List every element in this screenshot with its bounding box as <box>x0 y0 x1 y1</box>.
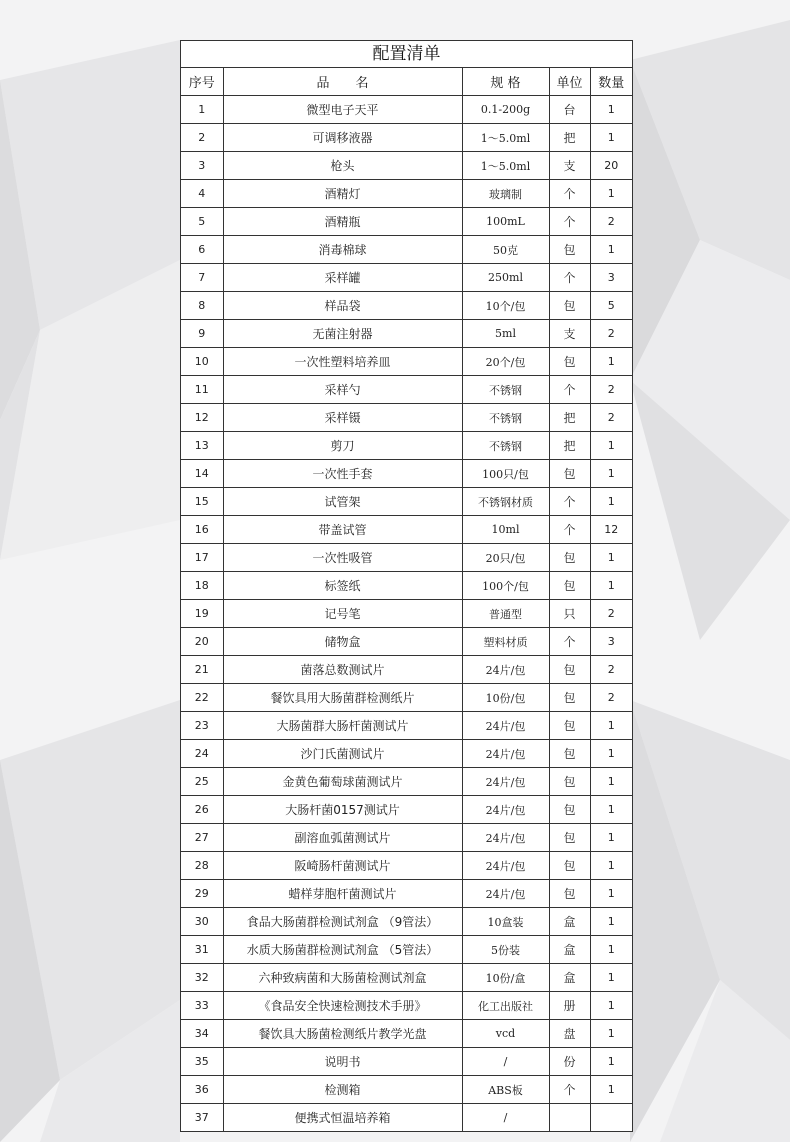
cell-name: 食品大肠菌群检测试剂盒 （9管法） <box>223 908 462 936</box>
cell-index: 4 <box>181 180 223 208</box>
cell-name: 一次性塑料培养皿 <box>223 348 462 376</box>
cell-name: 六种致病菌和大肠菌检测试剂盒 <box>223 964 462 992</box>
cell-spec: 24片/包 <box>462 656 549 684</box>
cell-unit: 台 <box>549 96 590 124</box>
cell-unit: 包 <box>549 572 590 600</box>
cell-unit: 支 <box>549 320 590 348</box>
cell-unit: 册 <box>549 992 590 1020</box>
table-row <box>181 124 632 152</box>
cell-qty: 1 <box>590 572 632 600</box>
cell-qty: 1 <box>590 768 632 796</box>
cell-spec: 50克 <box>462 236 549 264</box>
header-qty: 数量 <box>590 68 632 96</box>
cell-qty: 2 <box>590 600 632 628</box>
cell-index: 35 <box>181 1048 223 1076</box>
cell-qty: 2 <box>590 684 632 712</box>
cell-qty: 1 <box>590 712 632 740</box>
cell-qty: 2 <box>590 208 632 236</box>
cell-unit: 个 <box>549 264 590 292</box>
header-unit: 单位 <box>549 68 590 96</box>
cell-name: 标签纸 <box>223 572 462 600</box>
cell-name: 带盖试管 <box>223 516 462 544</box>
cell-spec: 普通型 <box>462 600 549 628</box>
cell-qty: 1 <box>590 1048 632 1076</box>
table-row <box>181 376 632 404</box>
cell-unit: 包 <box>549 684 590 712</box>
cell-qty: 1 <box>590 1076 632 1104</box>
cell-name: 菌落总数测试片 <box>223 656 462 684</box>
cell-qty: 1 <box>590 96 632 124</box>
cell-unit: 只 <box>549 600 590 628</box>
cell-index: 33 <box>181 992 223 1020</box>
table-row <box>181 320 632 348</box>
cell-spec: 10ml <box>462 516 549 544</box>
cell-qty: 2 <box>590 656 632 684</box>
table-row <box>181 964 632 992</box>
cell-name: 水质大肠菌群检测试剂盒 （5管法） <box>223 936 462 964</box>
table-row <box>181 600 632 628</box>
cell-qty: 1 <box>590 488 632 516</box>
cell-index: 13 <box>181 432 223 460</box>
table-row <box>181 1104 632 1132</box>
cell-spec: 1～5.0ml <box>462 124 549 152</box>
cell-index: 12 <box>181 404 223 432</box>
table-row <box>181 432 632 460</box>
cell-index: 27 <box>181 824 223 852</box>
table-row <box>181 628 632 656</box>
cell-name: 采样镊 <box>223 404 462 432</box>
cell-spec: 24片/包 <box>462 880 549 908</box>
cell-name: 试管架 <box>223 488 462 516</box>
cell-unit: 包 <box>549 852 590 880</box>
cell-qty: 1 <box>590 180 632 208</box>
cell-qty: 1 <box>590 992 632 1020</box>
cell-qty: 1 <box>590 964 632 992</box>
cell-name: 一次性吸管 <box>223 544 462 572</box>
cell-unit: 包 <box>549 544 590 572</box>
config-table <box>181 68 632 1131</box>
cell-index: 1 <box>181 96 223 124</box>
cell-index: 21 <box>181 656 223 684</box>
cell-unit: 包 <box>549 768 590 796</box>
cell-unit: 个 <box>549 516 590 544</box>
cell-index: 36 <box>181 1076 223 1104</box>
table-row <box>181 992 632 1020</box>
cell-name: 金黄色葡萄球菌测试片 <box>223 768 462 796</box>
cell-spec: 10个/包 <box>462 292 549 320</box>
table-row <box>181 768 632 796</box>
cell-index: 17 <box>181 544 223 572</box>
cell-spec: 24片/包 <box>462 852 549 880</box>
cell-qty: 1 <box>590 124 632 152</box>
cell-name: 说明书 <box>223 1048 462 1076</box>
table-row <box>181 796 632 824</box>
cell-name: 大肠菌群大肠杆菌测试片 <box>223 712 462 740</box>
cell-index: 20 <box>181 628 223 656</box>
header-name: 品 名 <box>223 68 462 96</box>
cell-unit: 支 <box>549 152 590 180</box>
cell-index: 28 <box>181 852 223 880</box>
table-row <box>181 712 632 740</box>
table-row <box>181 824 632 852</box>
cell-unit: 包 <box>549 796 590 824</box>
cell-name: 餐饮具大肠菌检测纸片教学光盘 <box>223 1020 462 1048</box>
table-row <box>181 516 632 544</box>
cell-index: 30 <box>181 908 223 936</box>
cell-index: 34 <box>181 1020 223 1048</box>
table-row <box>181 1020 632 1048</box>
table-row <box>181 936 632 964</box>
cell-name: 采样勺 <box>223 376 462 404</box>
cell-qty: 5 <box>590 292 632 320</box>
cell-spec: 20只/包 <box>462 544 549 572</box>
cell-unit: 个 <box>549 180 590 208</box>
cell-spec: 20个/包 <box>462 348 549 376</box>
cell-qty: 1 <box>590 236 632 264</box>
cell-unit: 份 <box>549 1048 590 1076</box>
cell-index: 16 <box>181 516 223 544</box>
cell-spec: / <box>462 1048 549 1076</box>
cell-name: 餐饮具用大肠菌群检测纸片 <box>223 684 462 712</box>
cell-name: 剪刀 <box>223 432 462 460</box>
cell-index: 3 <box>181 152 223 180</box>
table-row <box>181 544 632 572</box>
cell-spec: / <box>462 1104 549 1132</box>
cell-unit: 包 <box>549 348 590 376</box>
table-row <box>181 852 632 880</box>
table-row <box>181 404 632 432</box>
cell-spec: 24片/包 <box>462 768 549 796</box>
cell-spec: vcd <box>462 1020 549 1048</box>
cell-spec: 1～5.0ml <box>462 152 549 180</box>
cell-index: 11 <box>181 376 223 404</box>
cell-qty: 1 <box>590 852 632 880</box>
cell-unit: 包 <box>549 740 590 768</box>
table-row <box>181 348 632 376</box>
cell-spec: 不锈钢 <box>462 376 549 404</box>
table-row <box>181 152 632 180</box>
cell-name: 酒精灯 <box>223 180 462 208</box>
table-row <box>181 572 632 600</box>
cell-name: 采样罐 <box>223 264 462 292</box>
cell-unit: 个 <box>549 208 590 236</box>
cell-spec: 100只/包 <box>462 460 549 488</box>
table-row <box>181 460 632 488</box>
cell-spec: 24片/包 <box>462 740 549 768</box>
cell-index: 26 <box>181 796 223 824</box>
cell-name: 阪崎肠杆菌测试片 <box>223 852 462 880</box>
cell-spec: 10盒装 <box>462 908 549 936</box>
cell-unit: 盒 <box>549 936 590 964</box>
table-header-row <box>181 68 632 96</box>
cell-index: 31 <box>181 936 223 964</box>
cell-spec: 24片/包 <box>462 824 549 852</box>
cell-unit: 盒 <box>549 964 590 992</box>
cell-spec: 24片/包 <box>462 712 549 740</box>
cell-unit: 包 <box>549 460 590 488</box>
cell-index: 29 <box>181 880 223 908</box>
cell-index: 18 <box>181 572 223 600</box>
cell-qty: 12 <box>590 516 632 544</box>
table-row <box>181 1048 632 1076</box>
table-row <box>181 488 632 516</box>
cell-spec: 不锈钢 <box>462 404 549 432</box>
cell-index: 6 <box>181 236 223 264</box>
cell-index: 5 <box>181 208 223 236</box>
cell-index: 9 <box>181 320 223 348</box>
cell-qty: 1 <box>590 740 632 768</box>
table-row <box>181 908 632 936</box>
cell-name: 副溶血弧菌测试片 <box>223 824 462 852</box>
cell-spec: 玻璃制 <box>462 180 549 208</box>
cell-qty: 1 <box>590 824 632 852</box>
cell-unit: 个 <box>549 376 590 404</box>
cell-spec: ABS板 <box>462 1076 549 1104</box>
cell-qty: 1 <box>590 936 632 964</box>
cell-name: 便携式恒温培养箱 <box>223 1104 462 1132</box>
cell-unit: 包 <box>549 824 590 852</box>
cell-name: 消毒棉球 <box>223 236 462 264</box>
table-row <box>181 180 632 208</box>
cell-unit: 把 <box>549 432 590 460</box>
cell-qty: 1 <box>590 796 632 824</box>
cell-spec: 250ml <box>462 264 549 292</box>
cell-index: 24 <box>181 740 223 768</box>
cell-unit: 盒 <box>549 908 590 936</box>
cell-qty: 1 <box>590 460 632 488</box>
cell-qty <box>590 1104 632 1132</box>
cell-index: 22 <box>181 684 223 712</box>
cell-unit: 个 <box>549 628 590 656</box>
cell-spec: 24片/包 <box>462 796 549 824</box>
cell-qty: 20 <box>590 152 632 180</box>
cell-name: 可调移液器 <box>223 124 462 152</box>
cell-unit: 包 <box>549 712 590 740</box>
cell-name: 酒精瓶 <box>223 208 462 236</box>
cell-name: 微型电子天平 <box>223 96 462 124</box>
cell-unit: 包 <box>549 880 590 908</box>
cell-index: 8 <box>181 292 223 320</box>
cell-unit: 包 <box>549 656 590 684</box>
cell-qty: 1 <box>590 544 632 572</box>
cell-qty: 1 <box>590 880 632 908</box>
cell-unit: 把 <box>549 404 590 432</box>
cell-spec: 塑料材质 <box>462 628 549 656</box>
configuration-list <box>180 40 633 1132</box>
page-title: 配置清单 <box>181 41 632 68</box>
cell-qty: 2 <box>590 376 632 404</box>
cell-qty: 1 <box>590 432 632 460</box>
cell-unit: 把 <box>549 124 590 152</box>
cell-qty: 2 <box>590 320 632 348</box>
cell-unit: 包 <box>549 292 590 320</box>
table-row <box>181 208 632 236</box>
cell-name: 记号笔 <box>223 600 462 628</box>
cell-index: 14 <box>181 460 223 488</box>
cell-index: 7 <box>181 264 223 292</box>
cell-spec: 10份/包 <box>462 684 549 712</box>
cell-index: 25 <box>181 768 223 796</box>
cell-name: 样品袋 <box>223 292 462 320</box>
table-row <box>181 96 632 124</box>
cell-index: 23 <box>181 712 223 740</box>
header-spec: 规 格 <box>462 68 549 96</box>
cell-spec: 100mL <box>462 208 549 236</box>
cell-name: 沙门氏菌测试片 <box>223 740 462 768</box>
cell-qty: 1 <box>590 908 632 936</box>
cell-index: 15 <box>181 488 223 516</box>
cell-name: 无菌注射器 <box>223 320 462 348</box>
cell-unit: 包 <box>549 236 590 264</box>
cell-spec: 不锈钢材质 <box>462 488 549 516</box>
cell-index: 37 <box>181 1104 223 1132</box>
cell-index: 32 <box>181 964 223 992</box>
cell-qty: 1 <box>590 1020 632 1048</box>
cell-unit <box>549 1104 590 1132</box>
cell-qty: 2 <box>590 404 632 432</box>
cell-spec: 10份/盒 <box>462 964 549 992</box>
cell-name: 储物盒 <box>223 628 462 656</box>
cell-spec: 不锈钢 <box>462 432 549 460</box>
cell-unit: 个 <box>549 488 590 516</box>
cell-index: 10 <box>181 348 223 376</box>
cell-qty: 3 <box>590 628 632 656</box>
header-index: 序号 <box>181 68 223 96</box>
cell-spec: 化工出版社 <box>462 992 549 1020</box>
cell-name: 检测箱 <box>223 1076 462 1104</box>
cell-name: 一次性手套 <box>223 460 462 488</box>
cell-name: 蜡样芽胞杆菌测试片 <box>223 880 462 908</box>
table-row <box>181 684 632 712</box>
cell-unit: 盘 <box>549 1020 590 1048</box>
cell-spec: 5份装 <box>462 936 549 964</box>
table-row <box>181 292 632 320</box>
table-row <box>181 1076 632 1104</box>
cell-spec: 5ml <box>462 320 549 348</box>
cell-index: 2 <box>181 124 223 152</box>
cell-qty: 1 <box>590 348 632 376</box>
table-row <box>181 740 632 768</box>
cell-spec: 0.1-200g <box>462 96 549 124</box>
table-body <box>181 96 632 1132</box>
cell-spec: 100个/包 <box>462 572 549 600</box>
cell-name: 《食品安全快速检测技术手册》 <box>223 992 462 1020</box>
cell-name: 枪头 <box>223 152 462 180</box>
table-row <box>181 880 632 908</box>
cell-unit: 个 <box>549 1076 590 1104</box>
cell-name: 大肠杆菌0157测试片 <box>223 796 462 824</box>
table-row <box>181 656 632 684</box>
cell-qty: 3 <box>590 264 632 292</box>
cell-index: 19 <box>181 600 223 628</box>
table-row <box>181 264 632 292</box>
table-row <box>181 236 632 264</box>
